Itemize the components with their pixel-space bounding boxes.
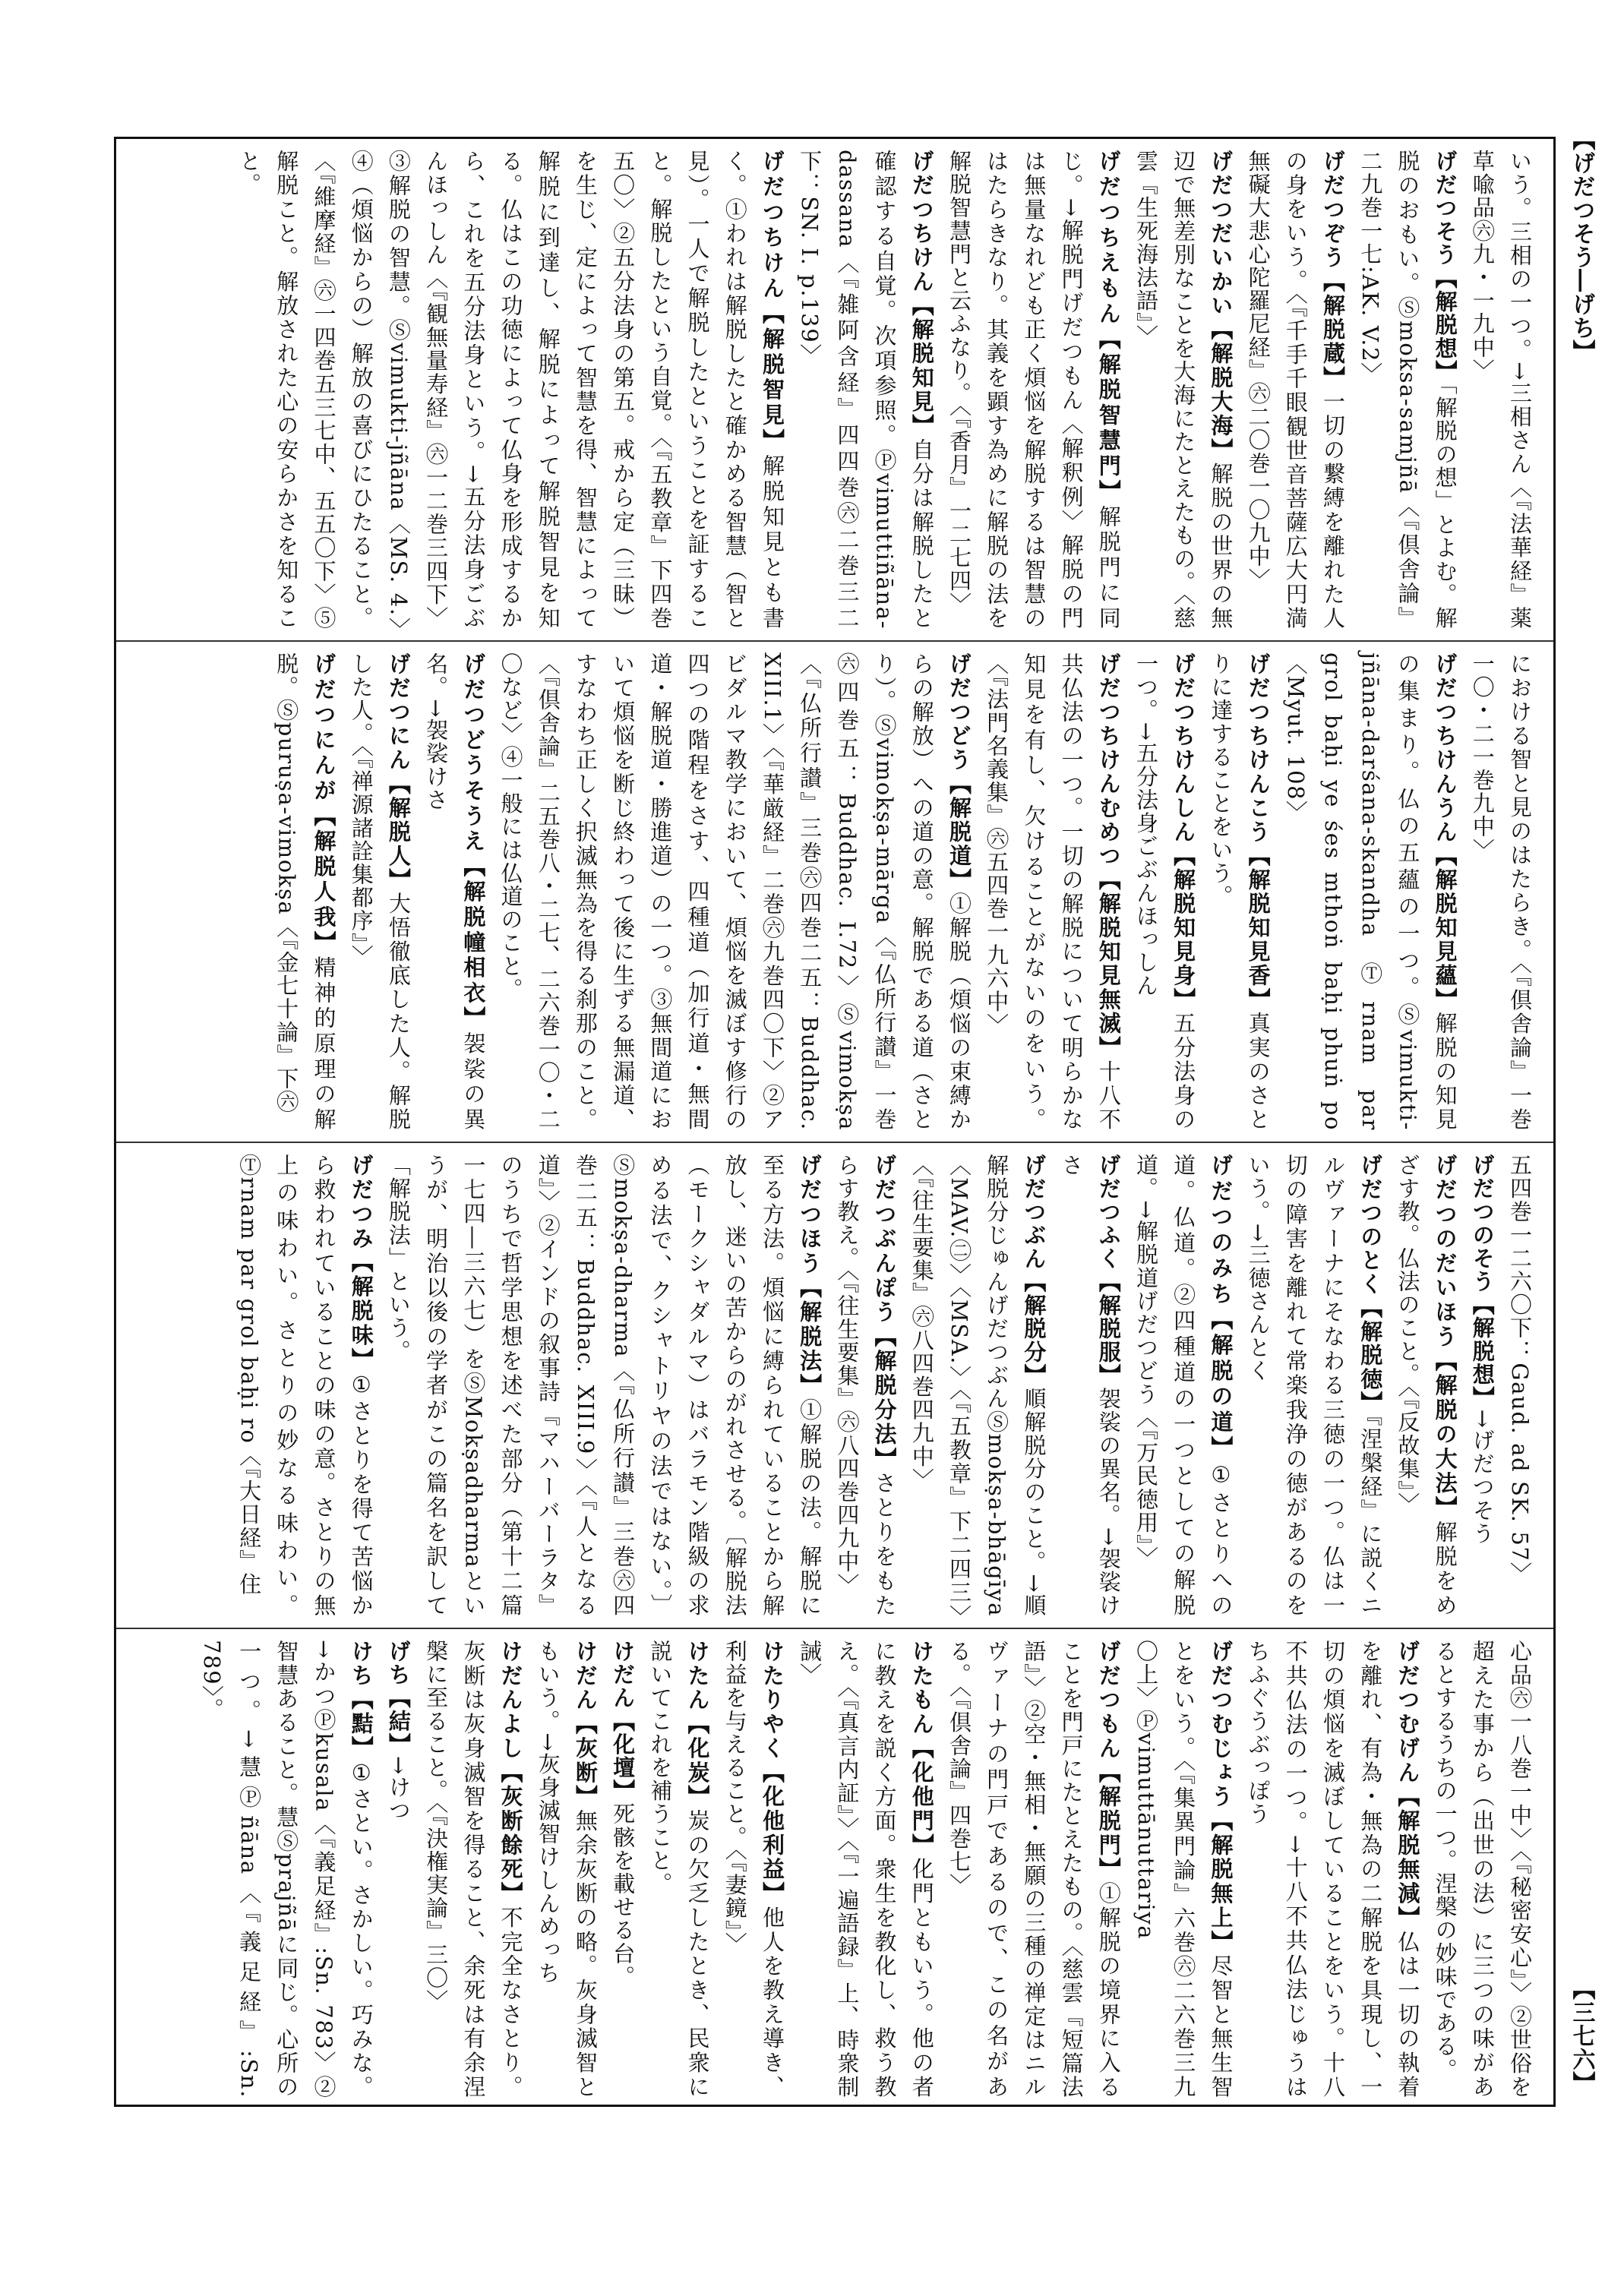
dictionary-entry <box>984 652 1122 1131</box>
dictionary-entry <box>722 1640 785 2099</box>
entry-headword: げだつぞう <box>1319 150 1346 270</box>
dictionary-entry <box>946 150 1122 630</box>
dictionary-entry <box>423 1640 523 2099</box>
entry-kanji: 【解脱人我】 <box>311 804 337 956</box>
entry-definition: 尽智と無生智とをいう。〈『集異門論』六巻㊅二六巻三九〇上〉Ⓟvimuttānuttariya <box>1133 1640 1234 2099</box>
entry-definition: 十八不共仏法の一つ。一切の解脱について明らかな知見を有し、欠けることがないのをいう。〈『法門名義集』㊅五四巻一九六中〉 <box>984 652 1122 1131</box>
entry-kanji: 【解脱味】 <box>348 1250 374 1372</box>
entry-headword: げだつどうそうえ <box>460 652 487 855</box>
entry-kanji: 【灰断餘死】 <box>498 1761 524 1906</box>
entry-kanji: 【解脱大海】 <box>1208 317 1234 463</box>
dictionary-entry <box>498 652 972 1131</box>
dictionary-entry <box>1246 1154 1384 1617</box>
entry-definition: 炭の欠乏したとき、民衆に説いてこれを補うこと。 <box>647 1640 711 2099</box>
entry-kanji: 【解脱服】 <box>1095 1270 1122 1388</box>
entry-headword: げだつちけんしん <box>1171 652 1197 845</box>
entry-definition: →げだつそう <box>1469 1409 1496 1546</box>
entry-kanji: 【解脱智見】 <box>759 302 785 454</box>
entry-headword: げだつちけんこう <box>1245 652 1272 845</box>
entry-kanji: 【解脱無減】 <box>1395 1785 1421 1931</box>
dictionary-entry <box>1357 150 1458 630</box>
entry-definition: 自分は解脱したと確認する自覚。次項参照。Ⓟvimuttiñāna-dassana〈『雑阿含経』四四巻㊅二巻三二下：SN. I. p.139〉 <box>797 150 935 630</box>
entry-definition: 『涅槃経』に説くニルヴァーナにそなわる三徳の一つ。仏は一切の障害を離れて常楽我浄の徳があるのをいう。→三徳さんとく <box>1245 1154 1384 1618</box>
dictionary-entry <box>349 652 412 1131</box>
dictionary-entry <box>1208 652 1271 1131</box>
dictionary-entry <box>1470 1154 1496 1546</box>
entry-definition: 不完全なさとり。灰断は灰身滅智を得ること、余死は有余涅槃に至ること。〈『決権実論』三〇〉 <box>423 1640 524 2099</box>
page-number: 【三七六】 <box>1568 1977 1595 2095</box>
entry-headword: げだつちけん <box>759 150 785 302</box>
dictionary-entry <box>1133 1154 1234 1617</box>
dictionary-entry <box>1246 150 1346 630</box>
entry-kanji: 【化他利益】 <box>759 1761 785 1906</box>
entry-kanji: 【解脱知見香】 <box>1245 844 1272 1012</box>
entry-kanji: 【解脱知見蘊】 <box>1432 844 1458 1012</box>
dictionary-entry <box>536 1640 599 2099</box>
entry-definition: ①解脱の境界に入ることを門戸にたとえたもの。〈慈雲『短篇法語』〉②空・無相・無願の三種の禅定はニルヴァーナの門戸であるので、この名がある。〈『倶舎論』四巻七〉 <box>946 1640 1122 2099</box>
entry-headword: けだん <box>610 1640 637 1710</box>
entry-definition: ①さとい。さかしい。巧みな。→かつⓅkusala〈『義足経』:Sn. 783〉②智慧あること。慧Ⓢprajñāに同じ。心所の一つ。→慧Ⓟñāna〈『義足経』:Sn. 789〉。 <box>198 1640 374 2099</box>
entry-kanji: 【黠】 <box>348 1688 374 1760</box>
entry-headword: げだつみ <box>348 1154 374 1251</box>
entry-definition: 解脱の知見の集まり。仏の五蘊の一つ。Ⓢvimukti-jñāna-darśana-skandha Ⓣrnam par grol baḥi ye śes mthoṅ baḥi phuṅ po〈Myut. 108〉 <box>1282 652 1458 1131</box>
entry-kanji: 【解脱知見】 <box>908 293 935 438</box>
entry-kanji: 【解脱分法】 <box>871 1325 898 1472</box>
entry-kanji: 【解脱知見身】 <box>1171 844 1197 1012</box>
dictionary-entry <box>236 1154 374 1617</box>
entry-kanji: 【解脱人】 <box>385 772 412 892</box>
entry-definition: 死骸を載せる台。 <box>610 1802 637 1989</box>
dictionary-entry <box>1470 150 1533 630</box>
dictionary-entry <box>1246 1640 1421 2099</box>
dictionary-entry <box>273 652 336 1131</box>
entry-definition: 解脱の世界の無辺で無差別なことを大海にたとえたもの。〈慈雲『生死海法語』〉 <box>1133 150 1234 630</box>
entry-definition: 袈裟の異名。→袈裟けさ <box>423 652 487 1131</box>
entry-definition: →けつ <box>385 1756 412 1823</box>
tier-1 <box>116 139 1553 640</box>
entry-definition: いう。三相の一つ。→三相さん〈『法華経』薬草喩品㊅九・一九中〉 <box>1469 150 1533 630</box>
dictionary-entry <box>1470 652 1533 1131</box>
dictionary-entry <box>423 652 486 1131</box>
entry-headword: けだんよし <box>498 1640 524 1761</box>
tier-3 <box>116 1142 1553 1628</box>
entry-headword: けたもん <box>908 1640 935 1737</box>
dictionary-entry <box>1433 1640 1533 2099</box>
entry-headword: げだつふく <box>1095 1154 1122 1271</box>
entry-kanji: 【解脱の大法】 <box>1432 1349 1458 1521</box>
dictionary-entry <box>1507 1154 1533 1585</box>
entry-headword: げだつちえもん <box>1095 150 1122 327</box>
entry-kanji: 【解脱門】 <box>1095 1761 1122 1882</box>
entry-kanji: 【解脱徳】 <box>1357 1296 1384 1415</box>
dictionary-entry <box>797 150 935 630</box>
entry-kanji: 【解脱法】 <box>797 1275 823 1398</box>
entry-definition: 心品㊅一八巻一中〉〈『秘密安心』〉②世俗を超えた事から（出世の法）に三つの味があるとするうちの一つ。涅槃の妙味である。 <box>1432 1640 1533 2099</box>
entry-kanji: 【解脱分】 <box>1021 1270 1047 1388</box>
dictionary-entry <box>386 1640 412 1822</box>
entry-headword: げだつちけんむめつ <box>1095 652 1122 868</box>
entry-definition: ①さとりへの道。仏道。②四種道の一つとしての解脱道。→解脱道げだつどう〈『万民徳用』〉 <box>1133 1154 1234 1618</box>
entry-kanji: 【結】 <box>385 1686 412 1757</box>
entry-headword: けち <box>348 1640 374 1688</box>
entry-headword: けたん <box>684 1640 711 1713</box>
entry-kanji: 【解脱想】 <box>1432 266 1458 384</box>
entry-headword: げだつにん <box>385 652 412 772</box>
entry-headword: けたりやく <box>759 1640 785 1761</box>
entry-definition: 他人を教え導き、利益を与えること。〈『妻鏡』〉 <box>722 1640 785 2099</box>
entry-headword: げだつちけんうん <box>1432 652 1458 845</box>
dictionary-entry <box>386 1154 823 1617</box>
text-frame <box>114 137 1556 2107</box>
entry-headword: げだつにんが <box>311 652 337 804</box>
entry-definition: 精神的原理の解脱。Ⓢpuruṣa-vimokṣa〈『金七十論』下㊅ <box>273 652 337 1131</box>
entry-definition: 「解脱の想」とよむ。解脱のおもい。Ⓢmoksa-samjñā〈『倶舎論』二九巻一七:AK. V.2〉 <box>1357 150 1458 630</box>
entry-headword: げだつどう <box>946 652 972 772</box>
dictionary-entry <box>1395 1154 1458 1617</box>
entry-headword: げだつちけん <box>908 150 935 294</box>
entry-headword: げだつのとく <box>1357 1154 1384 1296</box>
entry-definition: 解脱をめざす教。仏法のこと。〈『反故集』〉 <box>1395 1154 1458 1618</box>
dictionary-entry <box>909 1154 1047 1617</box>
dictionary-entry <box>610 1640 636 1988</box>
entry-definition: における智と見のはたらき。〈『倶舎論』一巻一〇・二一巻九中〉 <box>1469 652 1533 1131</box>
entry-definition: 五四巻一二六〇下：Gaud. ad SK. 57〉 <box>1507 1154 1533 1586</box>
entry-kanji: 【化他門】 <box>908 1736 935 1858</box>
entry-headword: げだつのみち <box>1208 1154 1234 1308</box>
entry-definition: 化門ともいう。他の者に教えを説く方面。衆生を教化し、救う教え。〈『真言内証』〉〈『一遍語録』上、時衆制誡〉 <box>797 1640 935 2099</box>
entry-definition: 解脱知見とも書く。①われは解脱したと確かめる智慧（智と見）。一人で解脱したということを証すること。解脱したという自覚。〈『五教章』下四巻五〇〉②五分法身の第五。戒から定（三昧）を生じ、定によって智慧を得、智慧によって解脱に到達し、解脱によって解脱智見を知る。仏はこの功徳によって仏身を形成するから、これを五分法身という。→五分法身ごぶんほっしん〈『観無量寿経』㊅一二巻三四下〉③解脱の智慧。Ⓢvimukti-jñāna〈MS. 4.〉④（煩悩からの）解放の喜びにひたること。〈『維摩経』㊅一四巻五三七中、五五〇下〉⑤解脱こと。解放された心の安らかさを知ること。 <box>236 150 785 630</box>
entry-headword: げだつぶん <box>1021 1154 1047 1271</box>
tier-4 <box>116 1628 1553 2109</box>
entry-headword: げだつもん <box>1095 1640 1122 1761</box>
entry-kanji: 【化壇】 <box>610 1709 637 1803</box>
running-head: 【げだつそう―げち】 <box>1568 128 1595 363</box>
dictionary-entry <box>236 150 785 630</box>
dictionary-entry <box>1059 1154 1122 1617</box>
dictionary-entry <box>1283 652 1458 1131</box>
entry-definition: 大悟徹底した人。解脱した人。〈『禅源諸詮集都序』〉 <box>348 652 412 1132</box>
entry-headword: げだつむじょう <box>1208 1640 1234 1809</box>
entry-definition: 順解脱分のこと。→順解脱分じゅんげだつぶんⓈmokṣa-bhāgīya〈MAV.㊁〉〈MSA.〉〈『五教章』下二四三〉〈『往生要集』㊅八四巻四九中〉 <box>908 1154 1047 1618</box>
entry-definition: ①解脱の法。解脱に至る方法。煩悩に縛られていることから解放し、迷いの苦からのがれさせる。〔解脱法（モークシャダルマ）はバラモン階級の求める法で、クシャトリヤの法ではない。〕Ⓢmokṣa-dharma〈『仏所行讃』三巻㊅四巻二五：Buddhac. XIII.9〉〈『人となる道』〉②インドの叙事詩『マハーバーラタ』のうちで哲学思想を述べた部分（第十二篇一七四―三六七）をⓈMokṣadharmaというが、明治以後の学者がこの篇名を訳して「解脱法」という。 <box>385 1154 823 1618</box>
entry-headword: げだつのそう <box>1469 1154 1496 1293</box>
dictionary-entry <box>946 1640 1122 2099</box>
dictionary-entry <box>1133 150 1234 630</box>
entry-kanji: 【解脱想】 <box>1469 1293 1496 1410</box>
entry-headword: げち <box>385 1640 412 1687</box>
entry-headword: げだつむげん <box>1395 1640 1421 1786</box>
tier-2 <box>116 640 1553 1142</box>
dictionary-entry <box>647 1640 710 2099</box>
entry-definition: 無余灰断の略。灰身滅智ともいう。→灰身滅智けしんめっち <box>535 1640 599 2099</box>
entry-kanji: 【解脱の道】 <box>1208 1307 1234 1462</box>
entry-headword: げだつそう <box>1432 150 1458 267</box>
entry-definition: ①解脱（煩悩の束縛からの解放）への道の意。解脱である道（さとり）。Ⓢvimokṣa-mārga〈『仏所行讃』一巻㊅四巻五：Buddhac. I.72〉Ⓢvimokṣa〈『仏所行讃』三巻㊅四巻二五：Buddhac. XIII.1〉〈『華厳経』二巻㊅九巻四〇下〉②アビダルマ教学において、煩悩を滅ぼす修行の四つの階程をさす、四種道（加行道・無間道・解脱道・勝進道）の一つ。③無間道において煩悩を断じ終わって後に生ずる無漏道、すなわち正しく択滅無為を得る刹那のこと。〈『倶舎論』二五巻八・二七、二六巻一〇・二〇など〉④一般には仏道のこと。 <box>498 652 972 1132</box>
entry-definition: 解脱門に同じ。→解脱門げだつもん〈解釈例〉解脱の門は無量なれども正く煩悩を解脱するは智慧のはたらきなり。其義を顕す為めに解脱の法を解脱智慧門と云ふなり。〈『香月』一二七四〉 <box>946 150 1122 630</box>
entry-kanji: 【解脱道】 <box>946 772 972 892</box>
entry-definition: 一切の繋縛を離れた人の身をいう。〈『千手千眼観世音菩薩広大円満無礙大悲心陀羅尼経』㊅二〇巻一〇九中〉 <box>1245 150 1346 630</box>
entry-kanji: 【解脱智慧門】 <box>1095 327 1122 505</box>
entry-headword: げだつぶんぽう <box>871 1154 898 1325</box>
entry-kanji: 【解脱知見無滅】 <box>1095 867 1122 1060</box>
entry-kanji: 【灰断】 <box>572 1712 599 1809</box>
dictionary-entry <box>1133 1640 1234 2099</box>
entry-definition: ①さとりを得て苦悩から救われていることの味の意。さとりの無上の味わい。さとりの妙なる味わい。Ⓣrnam par grol baḥi ro〈『大日経』住 <box>236 1154 374 1618</box>
entry-definition: 袈裟の異名。→袈裟けさ <box>1058 1154 1122 1618</box>
entry-definition: さとりをもたらす教え。〈『往生要集』㊅八四巻四九中〉 <box>834 1154 898 1618</box>
entry-kanji: 【解脱幢相衣】 <box>460 854 487 1032</box>
dictionary-entry <box>199 1640 374 2099</box>
dictionary-entry <box>1133 652 1196 1131</box>
entry-headword: げだつのだいほう <box>1432 1154 1458 1350</box>
entry-headword: げだつだいかい <box>1208 150 1234 318</box>
dictionary-entry <box>797 1640 935 2099</box>
entry-definition: 仏は一切の執着を離れ、有為・無為の二解脱を具現し、一切の煩悩を滅ぼしていることをいう。十八不共仏法の一つ。→十八不共仏法じゅうはちふぐうぶっぽう <box>1245 1640 1421 2099</box>
entry-headword: けだん <box>572 1640 599 1713</box>
dictionary-entry <box>834 1154 897 1617</box>
entry-kanji: 【解脱蔵】 <box>1319 270 1346 390</box>
entry-definition: 五分法身の一つ。→五分法身ごぶんほっしん <box>1133 652 1197 1131</box>
entry-headword: げだつほう <box>797 1154 823 1276</box>
entry-definition: 真実のさとりに達することをいう。 <box>1208 652 1272 1131</box>
entry-kanji: 【化炭】 <box>684 1712 711 1809</box>
entry-kanji: 【解脱無上】 <box>1208 1808 1234 1955</box>
